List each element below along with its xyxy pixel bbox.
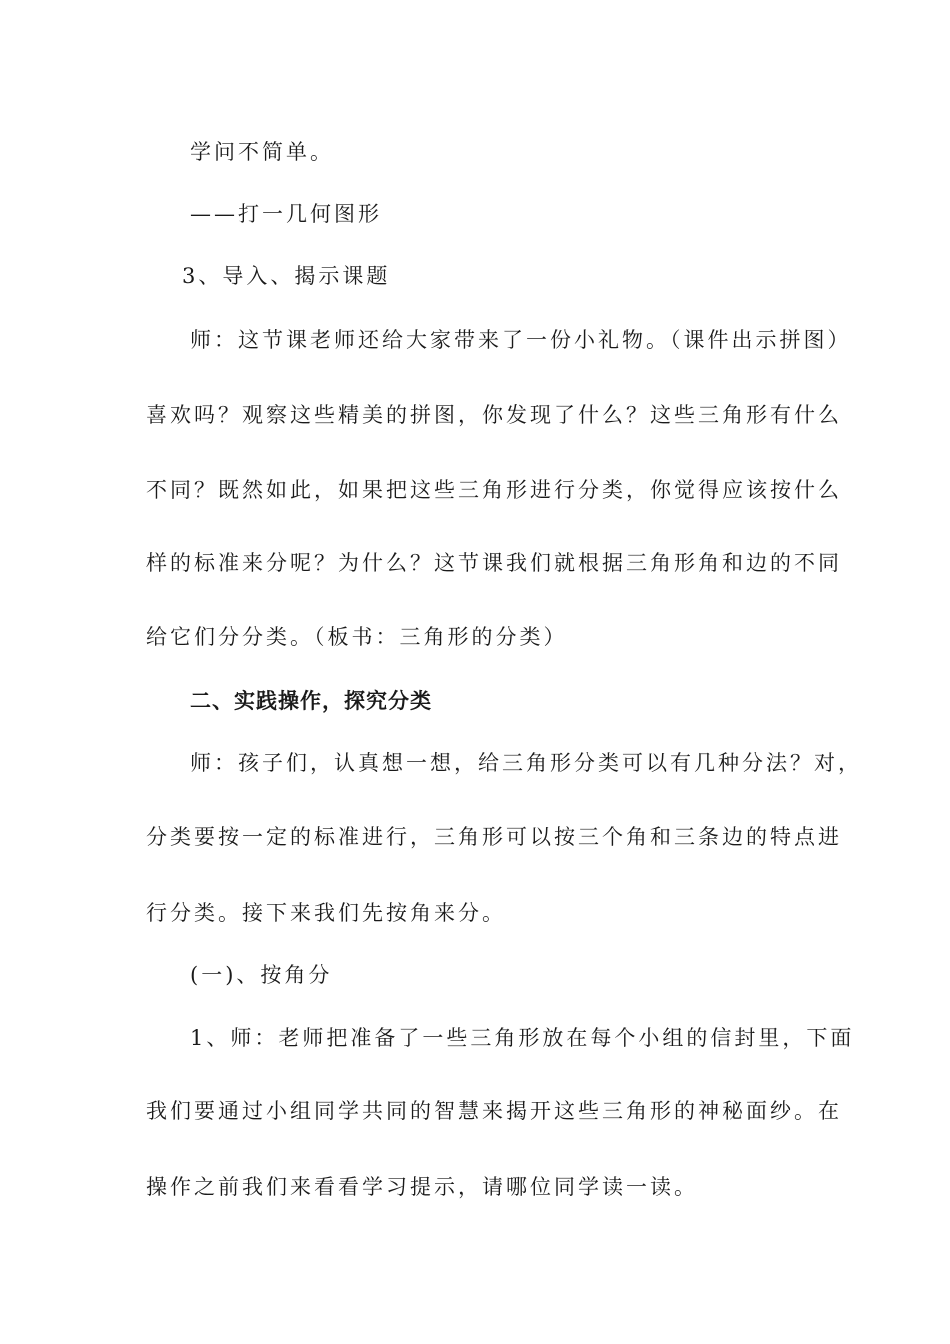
paragraph-line: 不同？既然如此，如果把这些三角形进行分类，你觉得应该按什么 [146,478,842,502]
paragraph-line: 师：这节课老师还给大家带来了一份小礼物。（课件出示拼图） [190,328,852,352]
paragraph-line: 给它们分分类。（板书：三角形的分类） [146,625,568,649]
paragraph-line: 样的标准来分呢？为什么？这节课我们就根据三角形角和边的不同 [146,551,842,575]
paragraph-line: 师：孩子们，认真想一想，给三角形分类可以有几种分法？对， [190,751,862,775]
riddle-line: 学问不简单。 [190,140,334,164]
paragraph-line: 行分类。接下来我们先按角来分。 [146,901,506,925]
riddle-answer-line: ——打一几何图形 [190,202,382,226]
section-heading-intro: 3、导入、揭示课题 [182,264,391,288]
paragraph-line: 1、师：老师把准备了一些三角形放在每个小组的信封里，下面 [190,1026,855,1050]
paragraph-line: 喜欢吗？观察这些精美的拼图，你发现了什么？这些三角形有什么 [146,403,842,427]
paragraph-line: 我们要通过小组同学共同的智慧来揭开这些三角形的神秘面纱。在 [146,1099,842,1123]
section-heading-practice: 二、实践操作，探究分类 [190,689,432,713]
paragraph-line: 分类要按一定的标准进行，三角形可以按三个角和三条边的特点进 [146,825,842,849]
subsection-heading-by-angle: (一)、按角分 [190,963,333,987]
paragraph-line: 操作之前我们来看看学习提示，请哪位同学读一读。 [146,1175,698,1199]
